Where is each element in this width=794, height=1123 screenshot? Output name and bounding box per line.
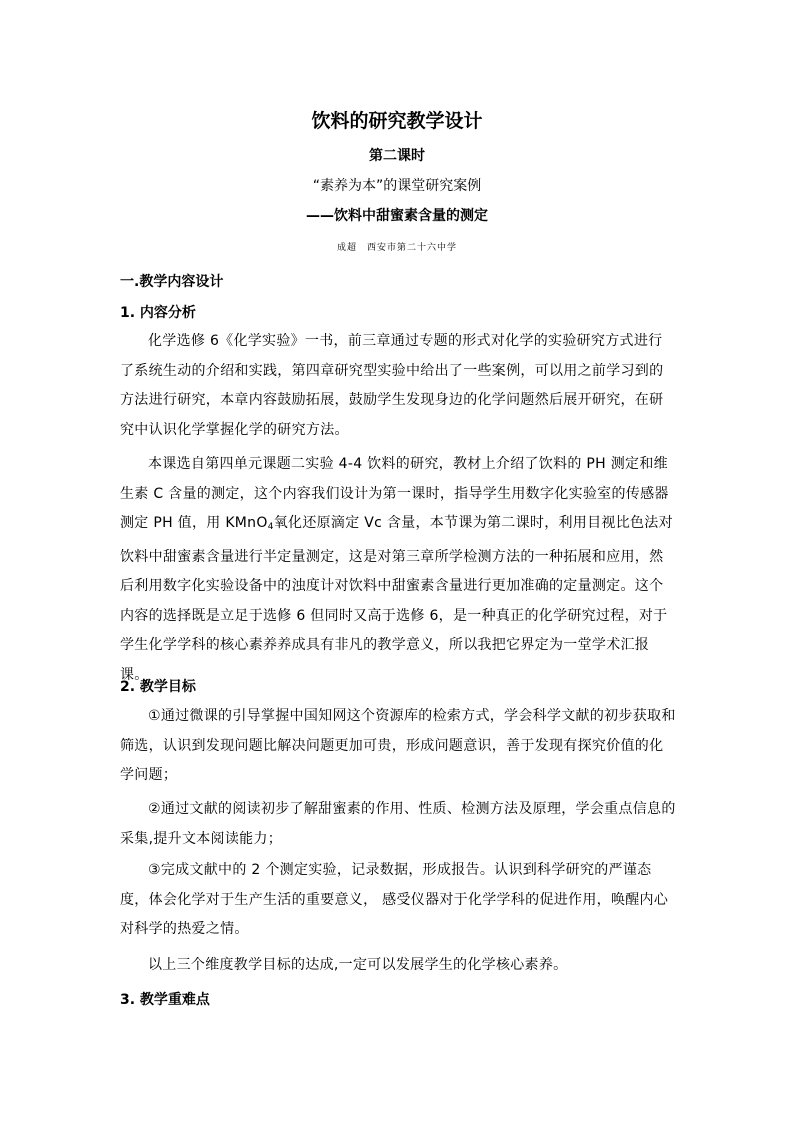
heading-teaching-goals: 2. 教学目标 bbox=[120, 679, 196, 695]
subscript-4: 4 bbox=[267, 522, 274, 532]
paragraph-text-b: 氧化还原滴定 Vc 含量，本节课为第二课时，利用目视比色法对饮料中甜蜜素含量进行半定量测定，这是对第三章所学检测方法的一种拓展和应用，然后利用数字化实验设备中的浊度计对饮料中甜蜜素含量进行更加准确的定量测定。这个内容的选择既是立足于选修 6 但同时又高于选修 6，是一种真正的化学研究过程，对于学生化学学科的核心素养养成具有非凡的教学意义，所以我把它界定为一堂学术汇报课。 bbox=[120, 515, 673, 683]
goal-1: ①通过微课的引导掌握中国知网这个资源库的检索方式，学会科学文献的初步获取和筛选，认识到发现问题比解决问题更加可贵，形成问题意识，善于发现有探究价值的化学问题； bbox=[120, 708, 676, 783]
paragraph-content-analysis-2 bbox=[120, 450, 676, 690]
paragraph-content-analysis-1: 化学选修 6《化学实验》一书，前三章通过专题的形式对化学的实验研究方式进行了系统生动的介绍和实践，第四章研究型实验中给出了一些案例，可以用之前学习到的方法进行研究，本章内容鼓励拓展，鼓励学生发现身边的化学问题然后展开研究，在研究中认识化学掌握化学的研究方法。 bbox=[120, 333, 664, 438]
heading-content-analysis: 1. 内容分析 bbox=[120, 305, 196, 321]
goal-3: ③完成文献中的 2 个测定实验，记录数据，形成报告。认识到科学研究的严谨态度，体会化学对于生产生活的重要意义， 感受仪器对于化学学科的促进作用，唤醒内心对科学的热爱之情。 bbox=[120, 862, 669, 937]
lesson-number: 第二课时 bbox=[369, 148, 425, 164]
paragraph-text-a: 本课选自第四单元课题二实验 4-4 饮料的研究，教材上介绍了饮料的 PH 测定和维生素 C 含量的测定，这个内容我们设计为第一课时，指导学生用数字化实验室的传感器测定 PH 值，用 KMnO bbox=[120, 456, 669, 531]
goals-summary: 以上三个维度教学目标的达成,一定可以发展学生的化学核心素养。 bbox=[148, 957, 568, 973]
goal-2: ②通过文献的阅读初步了解甜蜜素的作用、性质、检测方法及原理，学会重点信息的采集,提升文本阅读能力； bbox=[120, 801, 676, 847]
section-heading-1: 一.教学内容设计 bbox=[120, 274, 224, 290]
heading-key-points: 3. 教学重难点 bbox=[120, 992, 210, 1008]
author-line: 成超 西安市第二十六中学 bbox=[336, 243, 457, 253]
topic-title: ——饮料中甜蜜素含量的测定 bbox=[306, 208, 488, 224]
document-title: 饮料的研究教学设计 bbox=[311, 110, 483, 132]
case-title: “素养为本”的课堂研究案例 bbox=[312, 178, 482, 194]
